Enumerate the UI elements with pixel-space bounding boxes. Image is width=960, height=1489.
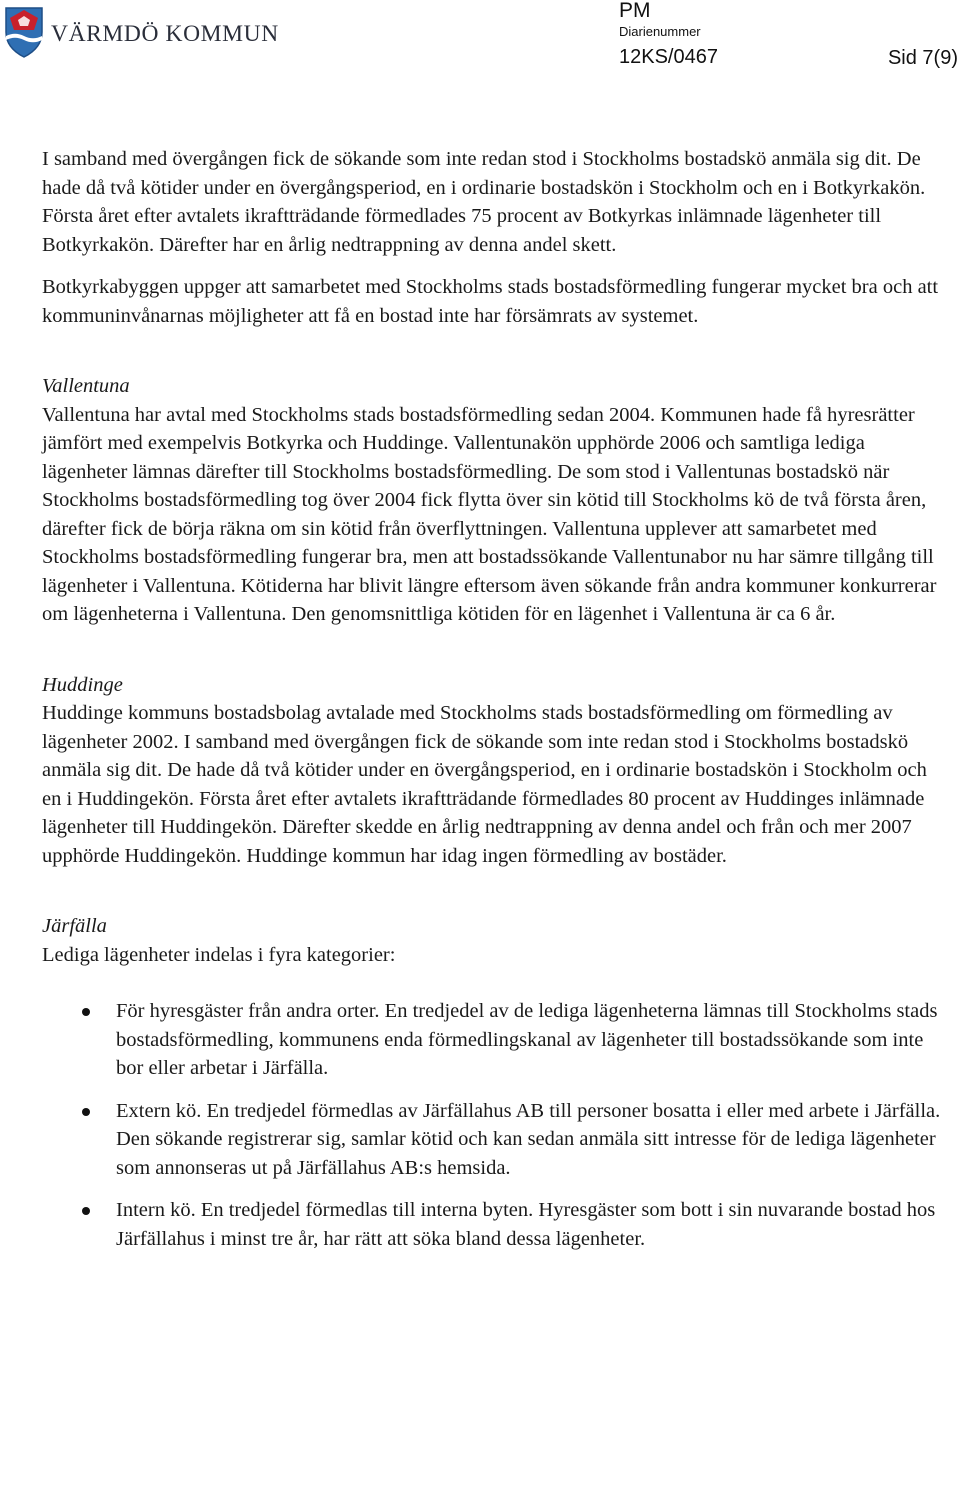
document-header (0, 0, 960, 80)
list-item (42, 997, 942, 1083)
list-item-text: För hyresgäster från andra orter. En tredjedel av de lediga lägenheterna lämnas till Stockholms stads bostadsförmedling, kommunens enda förmedlingskanal av lägenheter till bostadssökande som inte bor eller arbetar i Järfälla. (116, 1000, 938, 1079)
paragraph-botkyrka-transition: I samband med övergången fick de sökande som inte redan stod i Stockholms bostadskö anmäla sig dit. De hade då två kötider under en övergångsperiod, en i ordinarie bostadskön i Stockholm och en i Botkyrkakön. Första året efter avtalets ikraftträdande förmedlades 75 procent av Botkyrkas inlämnade lägenheter till Botkyrkakön. Därefter har en årlig nedtrappning av denna andel skett. (42, 148, 926, 256)
section-heading-jarfalla: Järfälla (42, 915, 107, 937)
page-number: Sid 7(9) (887, 47, 958, 69)
section-heading-huddinge: Huddinge (42, 673, 123, 696)
diarie-label: Diarienummer (619, 24, 701, 39)
document-meta (619, 0, 718, 69)
paragraph-vallentuna: Vallentuna har avtal med Stockholms stads bostadsförmedling sedan 2004. Kommunen hade få hyresrätter jämfört med exempelvis Botkyrka och Huddinge. Vallentunakön upphörde 2006 och samtliga lediga lägenheter lämnas därefter till Stockholms bostadsförmedling. De som stod i Vallentunas bostadskö när Stockholms bostadsförmedling tog över 2004 fick flytta över sin kötid till Stockholms kö de två första åren, därefter fick de börja räkna om sin kötid från överflyttningen. Vallentuna upplever att samarbetet med Stockholms bostadsförmedling fungerar bra, men att bostadssökande Vallentunabor nu har sämre tillgång till lägenheter i Vallentuna. Kötiderna har blivit längre eftersom även sökande från andra kommuner konkurrerar om lägenheterna i Vallentuna. Den genomsnittliga kötiden för en lägenhet i Vallentuna är ca 6 år. (42, 403, 937, 625)
paragraph-huddinge: Huddinge kommuns bostadsbolag avtalade med Stockholms stads bostadsförmedling om förmedling av lägenheter 2002. I samband med övergången fick de sökande som inte redan stod i Stockholms bostadskö anmäla sig dit. De hade då två kötider under en övergångsperiod, en i ordinarie bostadskön i Stockholm och en i Huddingekön. Första året efter avtalets ikraftträdande förmedlades 80 procent av Huddinges inlämnade lägenheter till Huddingekön. Därefter skedde en årlig nedtrappning av denna andel och från och mer 2007 upphörde Huddingekön. Huddinge kommun har idag ingen förmedling av bostäder. (42, 702, 927, 867)
document-type: PM (619, 0, 651, 22)
bullet-icon (82, 1008, 90, 1016)
bullet-icon (82, 1108, 90, 1116)
paragraph-botkyrkabyggen: Botkyrkabyggen uppger att samarbetet med Stockholms stads bostadsförmedling fungerar mycket bra och att kommuninvånarnas möjligheter att få en bostad inte har försämrats av systemet. (42, 276, 939, 327)
section-heading-vallentuna: Vallentuna (42, 375, 130, 397)
document-body (42, 145, 942, 1267)
list-item (42, 1196, 942, 1253)
list-item (42, 1097, 942, 1183)
list-item-text: Extern kö. En tredjedel förmedlas av Järfällahus AB till personer bosatta i eller med arbete i Järfälla. Den sökande registrerar sig, samlar kötid och kan sedan anmäla sitt intresse för de lediga lägenheter som annonseras ut på Järfällahus AB:s hemsida. (116, 1099, 941, 1179)
paragraph-jarfalla-intro: Lediga lägenheter indelas i fyra kategorier: (42, 943, 396, 966)
municipal-coat-of-arms-icon (4, 6, 44, 58)
bullet-icon (82, 1207, 90, 1215)
list-item-text: Intern kö. En tredjedel förmedlas till interna byten. Hyresgäster som bott i sin nuvarande bostad hos Järfällahus i minst tre år, har rätt att söka bland dessa lägenheter. (116, 1199, 936, 1250)
organization-name: VÄRMDÖ KOMMUN (51, 21, 279, 47)
category-list (42, 997, 942, 1253)
diarie-number: 12KS/0467 (619, 46, 718, 68)
